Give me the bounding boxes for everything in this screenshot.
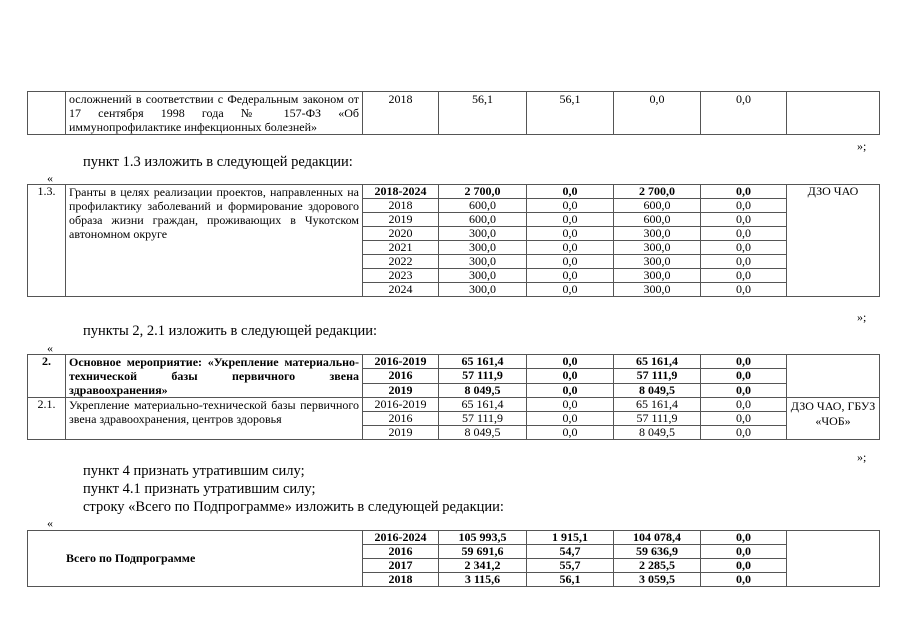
regional-cell: 8 049,5: [614, 426, 701, 440]
other-cell: 0,0: [701, 545, 787, 559]
other-cell: 0,0: [701, 185, 787, 199]
executor-cell: ДЗО ЧАО, ГБУЗ «ЧОБ»: [787, 398, 880, 440]
regional-cell: 600,0: [614, 213, 701, 227]
other-cell: 0,0: [701, 573, 787, 587]
regional-cell: 104 078,4: [614, 531, 701, 545]
regional-cell: 8 049,5: [614, 383, 701, 397]
regional-cell: 2 700,0: [614, 185, 701, 199]
total-cell: 57 111,9: [439, 412, 527, 426]
items-2-table: [27, 354, 880, 440]
year-cell: 2018: [363, 199, 439, 213]
paragraph-item-4-1: пункт 4.1 признать утратившим силу;: [83, 481, 316, 497]
total-cell: 105 993,5: [439, 531, 527, 545]
row-number-cell: 1.3.: [28, 185, 66, 297]
other-cell: 0,0: [701, 227, 787, 241]
year-cell: 2018: [363, 573, 439, 587]
other-cell: 0,0: [701, 92, 787, 135]
total-cell: 2 700,0: [439, 185, 527, 199]
year-cell: 2019: [363, 383, 439, 397]
row-number-cell: [28, 92, 66, 135]
executor-cell: ДЗО ЧАО: [787, 185, 880, 297]
description-cell: осложнений в соответствии с Федеральным законом от 17 сентября 1998 года № 157-ФЗ «Об иммунопрофилактике инфекционных болезней»: [66, 92, 363, 135]
federal-cell: 0,0: [527, 213, 614, 227]
row-number-cell: 2.: [28, 355, 66, 398]
federal-cell: 0,0: [527, 426, 614, 440]
regional-cell: 59 636,9: [614, 545, 701, 559]
description-cell: Укрепление материально-технической базы первичного звена здравоохранения, центров здоровья: [66, 398, 363, 440]
total-cell: 3 115,6: [439, 573, 527, 587]
federal-cell: 55,7: [527, 559, 614, 573]
item-1-3-table: [27, 184, 880, 297]
executor-cell: [787, 355, 880, 398]
other-cell: 0,0: [701, 355, 787, 369]
other-cell: 0,0: [701, 559, 787, 573]
regional-cell: 0,0: [614, 92, 701, 135]
regional-cell: 57 111,9: [614, 412, 701, 426]
year-cell: 2018: [363, 92, 439, 135]
total-cell: 59 691,6: [439, 545, 527, 559]
description-cell: Гранты в целях реализации проектов, направленных на профилактику заболеваний и формирование здорового образа жизни граждан, проживающих в Чукотском автономном округе: [66, 185, 363, 297]
federal-cell: 56,1: [527, 92, 614, 135]
federal-cell: 0,0: [527, 283, 614, 297]
total-label-cell: Всего по Подпрограмме: [28, 531, 363, 587]
total-cell: 56,1: [439, 92, 527, 135]
federal-cell: 0,0: [527, 199, 614, 213]
federal-cell: 56,1: [527, 573, 614, 587]
regional-cell: 57 111,9: [614, 369, 701, 383]
regional-cell: 2 285,5: [614, 559, 701, 573]
total-table: [27, 530, 880, 587]
total-cell: 300,0: [439, 241, 527, 255]
year-cell: 2019: [363, 213, 439, 227]
other-cell: 0,0: [701, 531, 787, 545]
other-cell: 0,0: [701, 426, 787, 440]
other-cell: 0,0: [701, 412, 787, 426]
year-cell: 2016-2019: [363, 398, 439, 412]
opening-quote: «: [47, 171, 53, 185]
executor-cell: [787, 92, 880, 135]
year-cell: 2017: [363, 559, 439, 573]
year-cell: 2016: [363, 369, 439, 383]
opening-quote: «: [47, 516, 53, 530]
total-cell: 300,0: [439, 283, 527, 297]
regional-cell: 65 161,4: [614, 355, 701, 369]
other-cell: 0,0: [701, 213, 787, 227]
total-cell: 300,0: [439, 255, 527, 269]
regional-cell: 3 059,5: [614, 573, 701, 587]
regional-cell: 300,0: [614, 227, 701, 241]
closing-quote: »;: [857, 450, 867, 464]
regional-cell: 300,0: [614, 283, 701, 297]
executor-cell: [787, 531, 880, 587]
total-cell: 600,0: [439, 199, 527, 213]
year-cell: 2016: [363, 545, 439, 559]
regional-cell: 300,0: [614, 269, 701, 283]
total-cell: 300,0: [439, 269, 527, 283]
year-cell: 2024: [363, 283, 439, 297]
paragraph-items-2-2-1: пункты 2, 2.1 изложить в следующей редакции:: [83, 323, 378, 339]
year-cell: 2019: [363, 426, 439, 440]
total-cell: 57 111,9: [439, 369, 527, 383]
federal-cell: 0,0: [527, 227, 614, 241]
other-cell: 0,0: [701, 283, 787, 297]
continuation-table: [27, 91, 880, 135]
federal-cell: 0,0: [527, 398, 614, 412]
year-cell: 2018-2024: [363, 185, 439, 199]
federal-cell: 0,0: [527, 255, 614, 269]
regional-cell: 300,0: [614, 255, 701, 269]
description-cell: Основное мероприятие: «Укрепление материально-технической базы первичного звена здравоохранения»: [66, 355, 363, 398]
other-cell: 0,0: [701, 383, 787, 397]
regional-cell: 600,0: [614, 199, 701, 213]
federal-cell: 0,0: [527, 383, 614, 397]
year-cell: 2023: [363, 269, 439, 283]
paragraph-total-row: строку «Всего по Подпрограмме» изложить в следующей редакции:: [83, 499, 504, 515]
paragraph-item-4: пункт 4 признать утратившим силу;: [83, 463, 305, 479]
federal-cell: 1 915,1: [527, 531, 614, 545]
total-cell: 300,0: [439, 227, 527, 241]
regional-cell: 65 161,4: [614, 398, 701, 412]
total-cell: 8 049,5: [439, 426, 527, 440]
closing-quote: »;: [857, 310, 867, 324]
total-cell: 8 049,5: [439, 383, 527, 397]
year-cell: 2016-2024: [363, 531, 439, 545]
total-cell: 65 161,4: [439, 355, 527, 369]
closing-quote: »;: [857, 139, 867, 153]
federal-cell: 0,0: [527, 369, 614, 383]
other-cell: 0,0: [701, 241, 787, 255]
opening-quote: «: [47, 341, 53, 355]
year-cell: 2021: [363, 241, 439, 255]
federal-cell: 0,0: [527, 412, 614, 426]
other-cell: 0,0: [701, 398, 787, 412]
row-number-cell: 2.1.: [28, 398, 66, 440]
federal-cell: 54,7: [527, 545, 614, 559]
federal-cell: 0,0: [527, 269, 614, 283]
federal-cell: 0,0: [527, 241, 614, 255]
total-cell: 2 341,2: [439, 559, 527, 573]
regional-cell: 300,0: [614, 241, 701, 255]
federal-cell: 0,0: [527, 185, 614, 199]
other-cell: 0,0: [701, 199, 787, 213]
total-cell: 65 161,4: [439, 398, 527, 412]
year-cell: 2022: [363, 255, 439, 269]
year-cell: 2020: [363, 227, 439, 241]
year-cell: 2016: [363, 412, 439, 426]
other-cell: 0,0: [701, 369, 787, 383]
total-cell: 600,0: [439, 213, 527, 227]
year-cell: 2016-2019: [363, 355, 439, 369]
federal-cell: 0,0: [527, 355, 614, 369]
paragraph-item-1-3: пункт 1.3 изложить в следующей редакции:: [83, 154, 353, 170]
other-cell: 0,0: [701, 255, 787, 269]
other-cell: 0,0: [701, 269, 787, 283]
